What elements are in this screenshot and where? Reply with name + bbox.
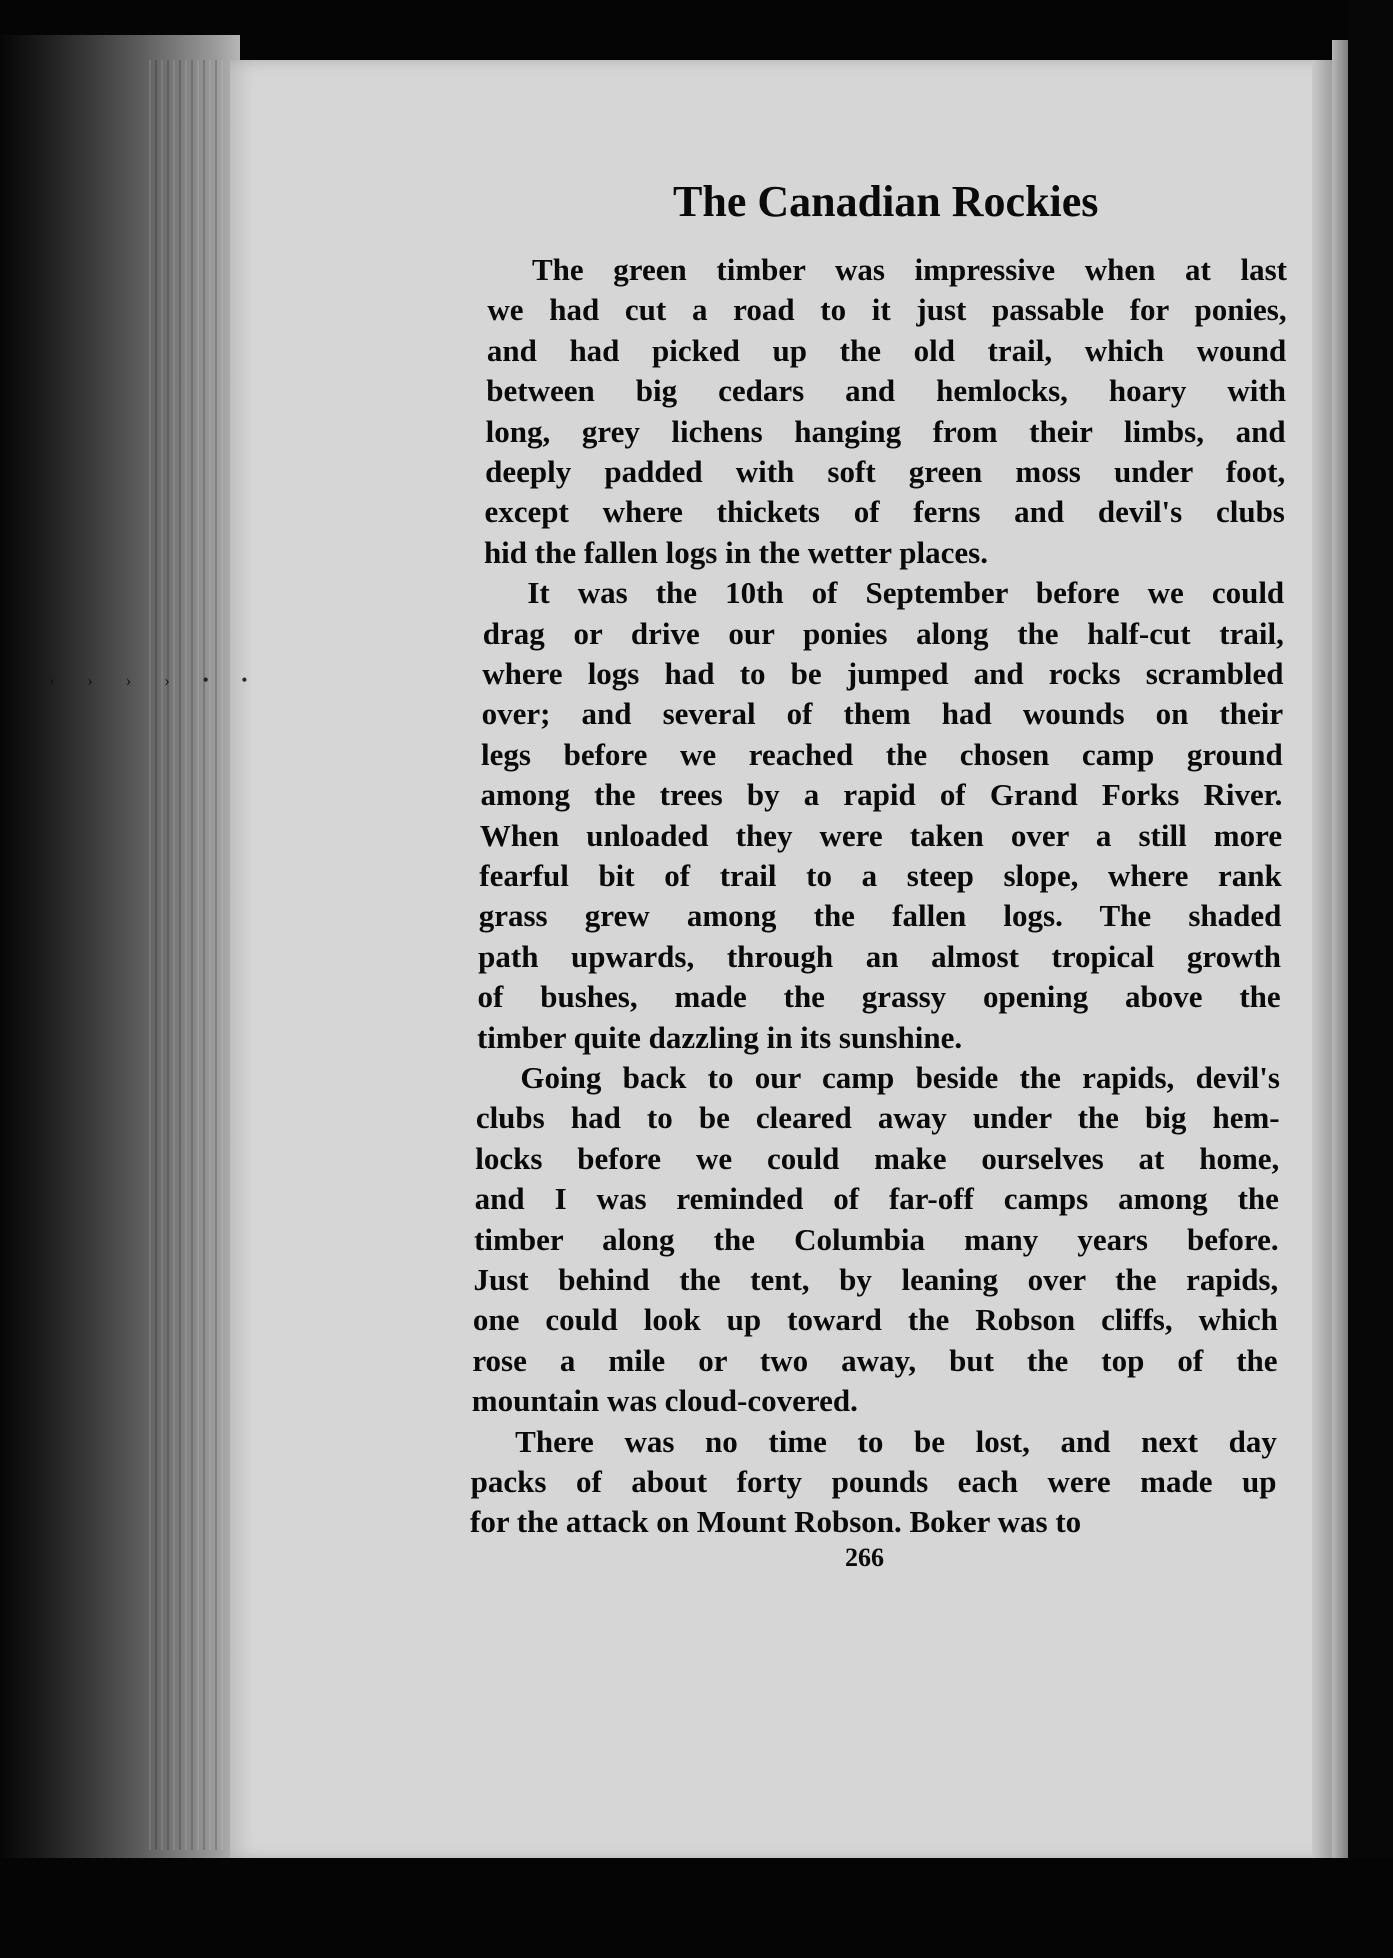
text-line: Just behind the tent, by leaning over the rapids,: [473, 1262, 1279, 1297]
text-line: timber quite dazzling in its sunshine.: [476, 1019, 963, 1055]
text-line: except where thickets of ferns and devil's clubs: [484, 494, 1285, 530]
text-line: There was no time to be lost, and next day: [515, 1423, 1277, 1459]
text-line: between big cedars and hemlocks, hoary with: [486, 373, 1286, 409]
page-body: [0, 250, 1393, 1570]
text-line: Going back to our camp beside the rapids, devil's: [520, 1060, 1280, 1095]
text-line: over; and several of them had wounds on their: [481, 696, 1284, 732]
text-line: of bushes, made the grassy opening above the: [477, 979, 1281, 1015]
text-line: hid the fallen logs in the wetter places.: [483, 534, 988, 570]
page-number-text: 266: [845, 1543, 884, 1572]
text-line: clubs had to be cleared away under the big hem-: [475, 1100, 1280, 1136]
text-line: and had picked up the old trail, which wound: [486, 332, 1287, 368]
text-line: mountain was cloud-covered.: [471, 1383, 858, 1419]
text-line: one could look up toward the Robson cliffs, which: [472, 1302, 1278, 1338]
text-line: When unloaded they were taken over a still more: [479, 817, 1283, 853]
text-line: It was the 10th of September before we could: [527, 575, 1285, 611]
text-line: timber along the Columbia many years before.: [474, 1221, 1279, 1257]
running-head-text: The Canadian Rockies: [673, 177, 1099, 226]
scan-bottom-border: [0, 1858, 1393, 1958]
text-line: drag or drive our ponies along the half-cut trail,: [482, 615, 1284, 651]
show-through-marks: › › › › › • •: [10, 670, 262, 690]
text-line: we had cut a road to it just passable for ponies,: [487, 292, 1287, 328]
text-line: where logs had to be jumped and rocks scrambled: [482, 656, 1284, 691]
text-line: among the trees by a rapid of Grand Forks River.: [480, 777, 1283, 813]
text-line: packs of about forty pounds each were made up: [470, 1464, 1277, 1499]
text-line: deeply padded with soft green moss under foot,: [485, 454, 1286, 489]
text-line: and I was reminded of far-off camps among the: [474, 1181, 1279, 1217]
text-line: The green timber was impressive when at last: [532, 252, 1287, 287]
text-line: for the attack on Mount Robson. Boker was to: [470, 1504, 1082, 1540]
text-line: fearful bit of trail to a steep slope, where rank: [479, 858, 1282, 893]
text-line: rose a mile or two away, but the top of the: [472, 1342, 1278, 1378]
page-number: [0, 1543, 1393, 1583]
text-line: long, grey lichens hanging from their limbs, and: [485, 413, 1286, 449]
text-line: grass grew among the fallen logs. The shaded: [478, 898, 1282, 934]
text-line: legs before we reached the chosen camp ground: [481, 736, 1283, 772]
text-line: locks before we could make ourselves at home,: [475, 1140, 1280, 1176]
running-head: [0, 176, 1393, 232]
text-line: path upwards, through an almost tropical growth: [478, 938, 1282, 974]
